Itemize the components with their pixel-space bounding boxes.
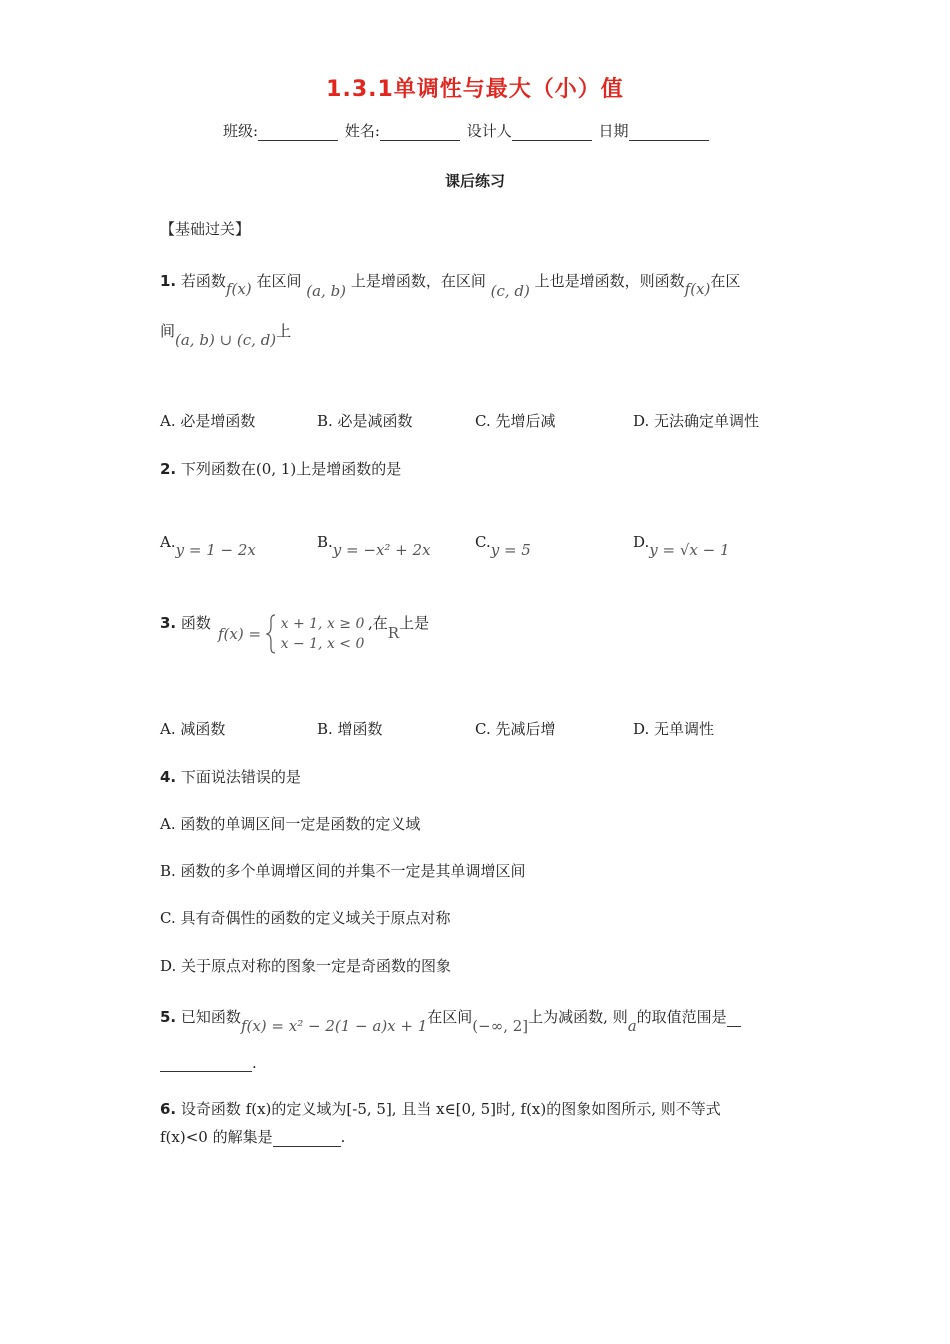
q2-label-c: C. xyxy=(475,533,491,551)
q1-text-7: 上 xyxy=(276,322,292,340)
q5-interval: (−∞, 2] xyxy=(472,1017,529,1035)
class-blank[interactable] xyxy=(258,124,338,141)
q2-label-d: D. xyxy=(633,533,650,551)
q3-option-a[interactable]: A. 减函数 xyxy=(160,720,226,738)
question-4-number: 4. xyxy=(160,768,177,786)
q5-expr: f(x) = x² − 2(1 − a)x + 1 xyxy=(240,1017,428,1035)
question-5-number: 5. xyxy=(160,1008,177,1026)
q4-text: 下面说法错误的是 xyxy=(180,768,301,786)
q2-expr-c: y = 5 xyxy=(490,541,531,559)
q1-option-b[interactable]: B. 必是减函数 xyxy=(317,412,413,430)
q1-option-c[interactable]: C. 先增后减 xyxy=(475,412,556,430)
name-blank[interactable] xyxy=(380,124,460,141)
q5-end: . xyxy=(252,1054,257,1072)
q3-text-2: ,在 xyxy=(368,614,388,632)
q3-case-2: x − 1, x < 0 xyxy=(280,636,365,652)
q1-union: (a, b) ∪ (c, d) xyxy=(175,331,277,349)
q5-answer-blank-1[interactable] xyxy=(727,1012,741,1027)
q3-option-c[interactable]: C. 先减后增 xyxy=(475,720,556,738)
q4-option-b[interactable]: B. 函数的多个单调增区间的并集不一定是其单调增区间 xyxy=(160,862,526,880)
q2-expr-b: y = −x² + 2x xyxy=(332,541,431,559)
question-3 xyxy=(160,612,211,633)
q2-expr-d: y = √x − 1 xyxy=(649,541,730,559)
q3-cases xyxy=(281,614,365,654)
q1-interval-cd: (c, d) xyxy=(490,282,530,300)
q5-text-1: 已知函数 xyxy=(180,1008,241,1026)
q3-tail xyxy=(368,612,430,642)
question-5 xyxy=(160,1006,741,1035)
q3-option-d[interactable]: D. 无单调性 xyxy=(633,720,715,738)
q3-case-1: x + 1, x ≥ 0 xyxy=(280,616,365,632)
q1-text-2: 在区间 xyxy=(256,272,302,290)
question-3-number: 3. xyxy=(160,614,177,632)
q6-answer-blank[interactable] xyxy=(273,1132,341,1147)
q6-text-1: 设奇函数 f(x)的定义域为[-5, 5], 且当 x∈[0, 5]时, f(x)的图象如图所示, 则不等式 xyxy=(180,1100,721,1118)
question-2-number: 2. xyxy=(160,460,177,478)
q2-expr-a: y = 1 − 2x xyxy=(175,541,256,559)
q2-label-a: A. xyxy=(160,533,176,551)
q6-text-2: f(x)<0 的解集是 xyxy=(160,1128,273,1146)
q2-option-a[interactable] xyxy=(160,533,256,559)
q3-piecewise xyxy=(218,614,364,654)
q1-text-4: 上也是增函数，则函数 xyxy=(534,272,685,290)
question-1-line-2 xyxy=(160,320,292,349)
q2-option-d[interactable] xyxy=(633,533,730,559)
class-label: 班级: xyxy=(223,122,259,140)
q1-text-1: 若函数 xyxy=(180,272,226,290)
info-line xyxy=(223,120,711,141)
q3-option-b[interactable]: B. 增函数 xyxy=(317,720,383,738)
question-6-number: 6. xyxy=(160,1100,177,1118)
q4-option-c[interactable]: C. 具有奇偶性的函数的定义域关于原点对称 xyxy=(160,909,451,927)
q5-answer-blank-2[interactable] xyxy=(160,1057,252,1072)
q1-text-6: 间 xyxy=(160,322,176,340)
q1-interval-ab: (a, b) xyxy=(306,282,347,300)
q1-text-5: 在区 xyxy=(710,272,741,290)
date-label: 日期 xyxy=(598,122,629,140)
question-4 xyxy=(160,766,301,787)
q4-option-d[interactable]: D. 关于原点对称的图象一定是奇函数的图象 xyxy=(160,957,452,975)
q1-fx-2: f(x) xyxy=(684,280,711,298)
q4-option-a[interactable]: A. 函数的单调区间一定是函数的定义域 xyxy=(160,815,421,833)
q5-text-3: 上为减函数, 则 xyxy=(528,1008,628,1026)
q5-line-2 xyxy=(160,1054,257,1072)
subsection-heading: 【基础过关】 xyxy=(160,220,251,238)
q6-end: . xyxy=(340,1128,346,1146)
q1-option-a[interactable]: A. 必是增函数 xyxy=(160,412,256,430)
q5-text-4: 的取值范围是 xyxy=(636,1008,727,1026)
q5-text-2: 在区间 xyxy=(427,1008,473,1026)
question-6-line-2 xyxy=(160,1126,345,1147)
q1-fx: f(x) xyxy=(225,280,252,298)
q2-label-b: B. xyxy=(317,533,333,551)
q2-option-b[interactable] xyxy=(317,533,431,559)
question-2 xyxy=(160,458,401,479)
brace-icon xyxy=(266,614,276,654)
name-label: 姓名: xyxy=(344,122,380,140)
q2-text: 下列函数在(0, 1)上是增函数的是 xyxy=(180,460,402,478)
q1-text-3: 上是增函数，在区间 xyxy=(350,272,486,290)
q2-option-c[interactable] xyxy=(475,533,531,559)
designer-blank[interactable] xyxy=(512,124,592,141)
question-1-number: 1. xyxy=(160,272,177,290)
q3-text-1: 函数 xyxy=(180,614,211,632)
q3-R: R xyxy=(387,624,400,642)
question-1-line-1 xyxy=(160,270,741,300)
designer-label: 设计人 xyxy=(466,122,512,140)
section-heading: 课后练习 xyxy=(444,172,505,190)
q3-fx: f(x) = xyxy=(218,625,262,643)
q1-option-d[interactable]: D. 无法确定单调性 xyxy=(633,412,760,430)
question-6-line-1 xyxy=(160,1098,721,1119)
page-title: 1.3.1单调性与最大（小）值 xyxy=(326,77,624,102)
q3-text-3: 上是 xyxy=(399,614,430,632)
q5-a: a xyxy=(627,1017,637,1035)
date-blank[interactable] xyxy=(629,124,709,141)
